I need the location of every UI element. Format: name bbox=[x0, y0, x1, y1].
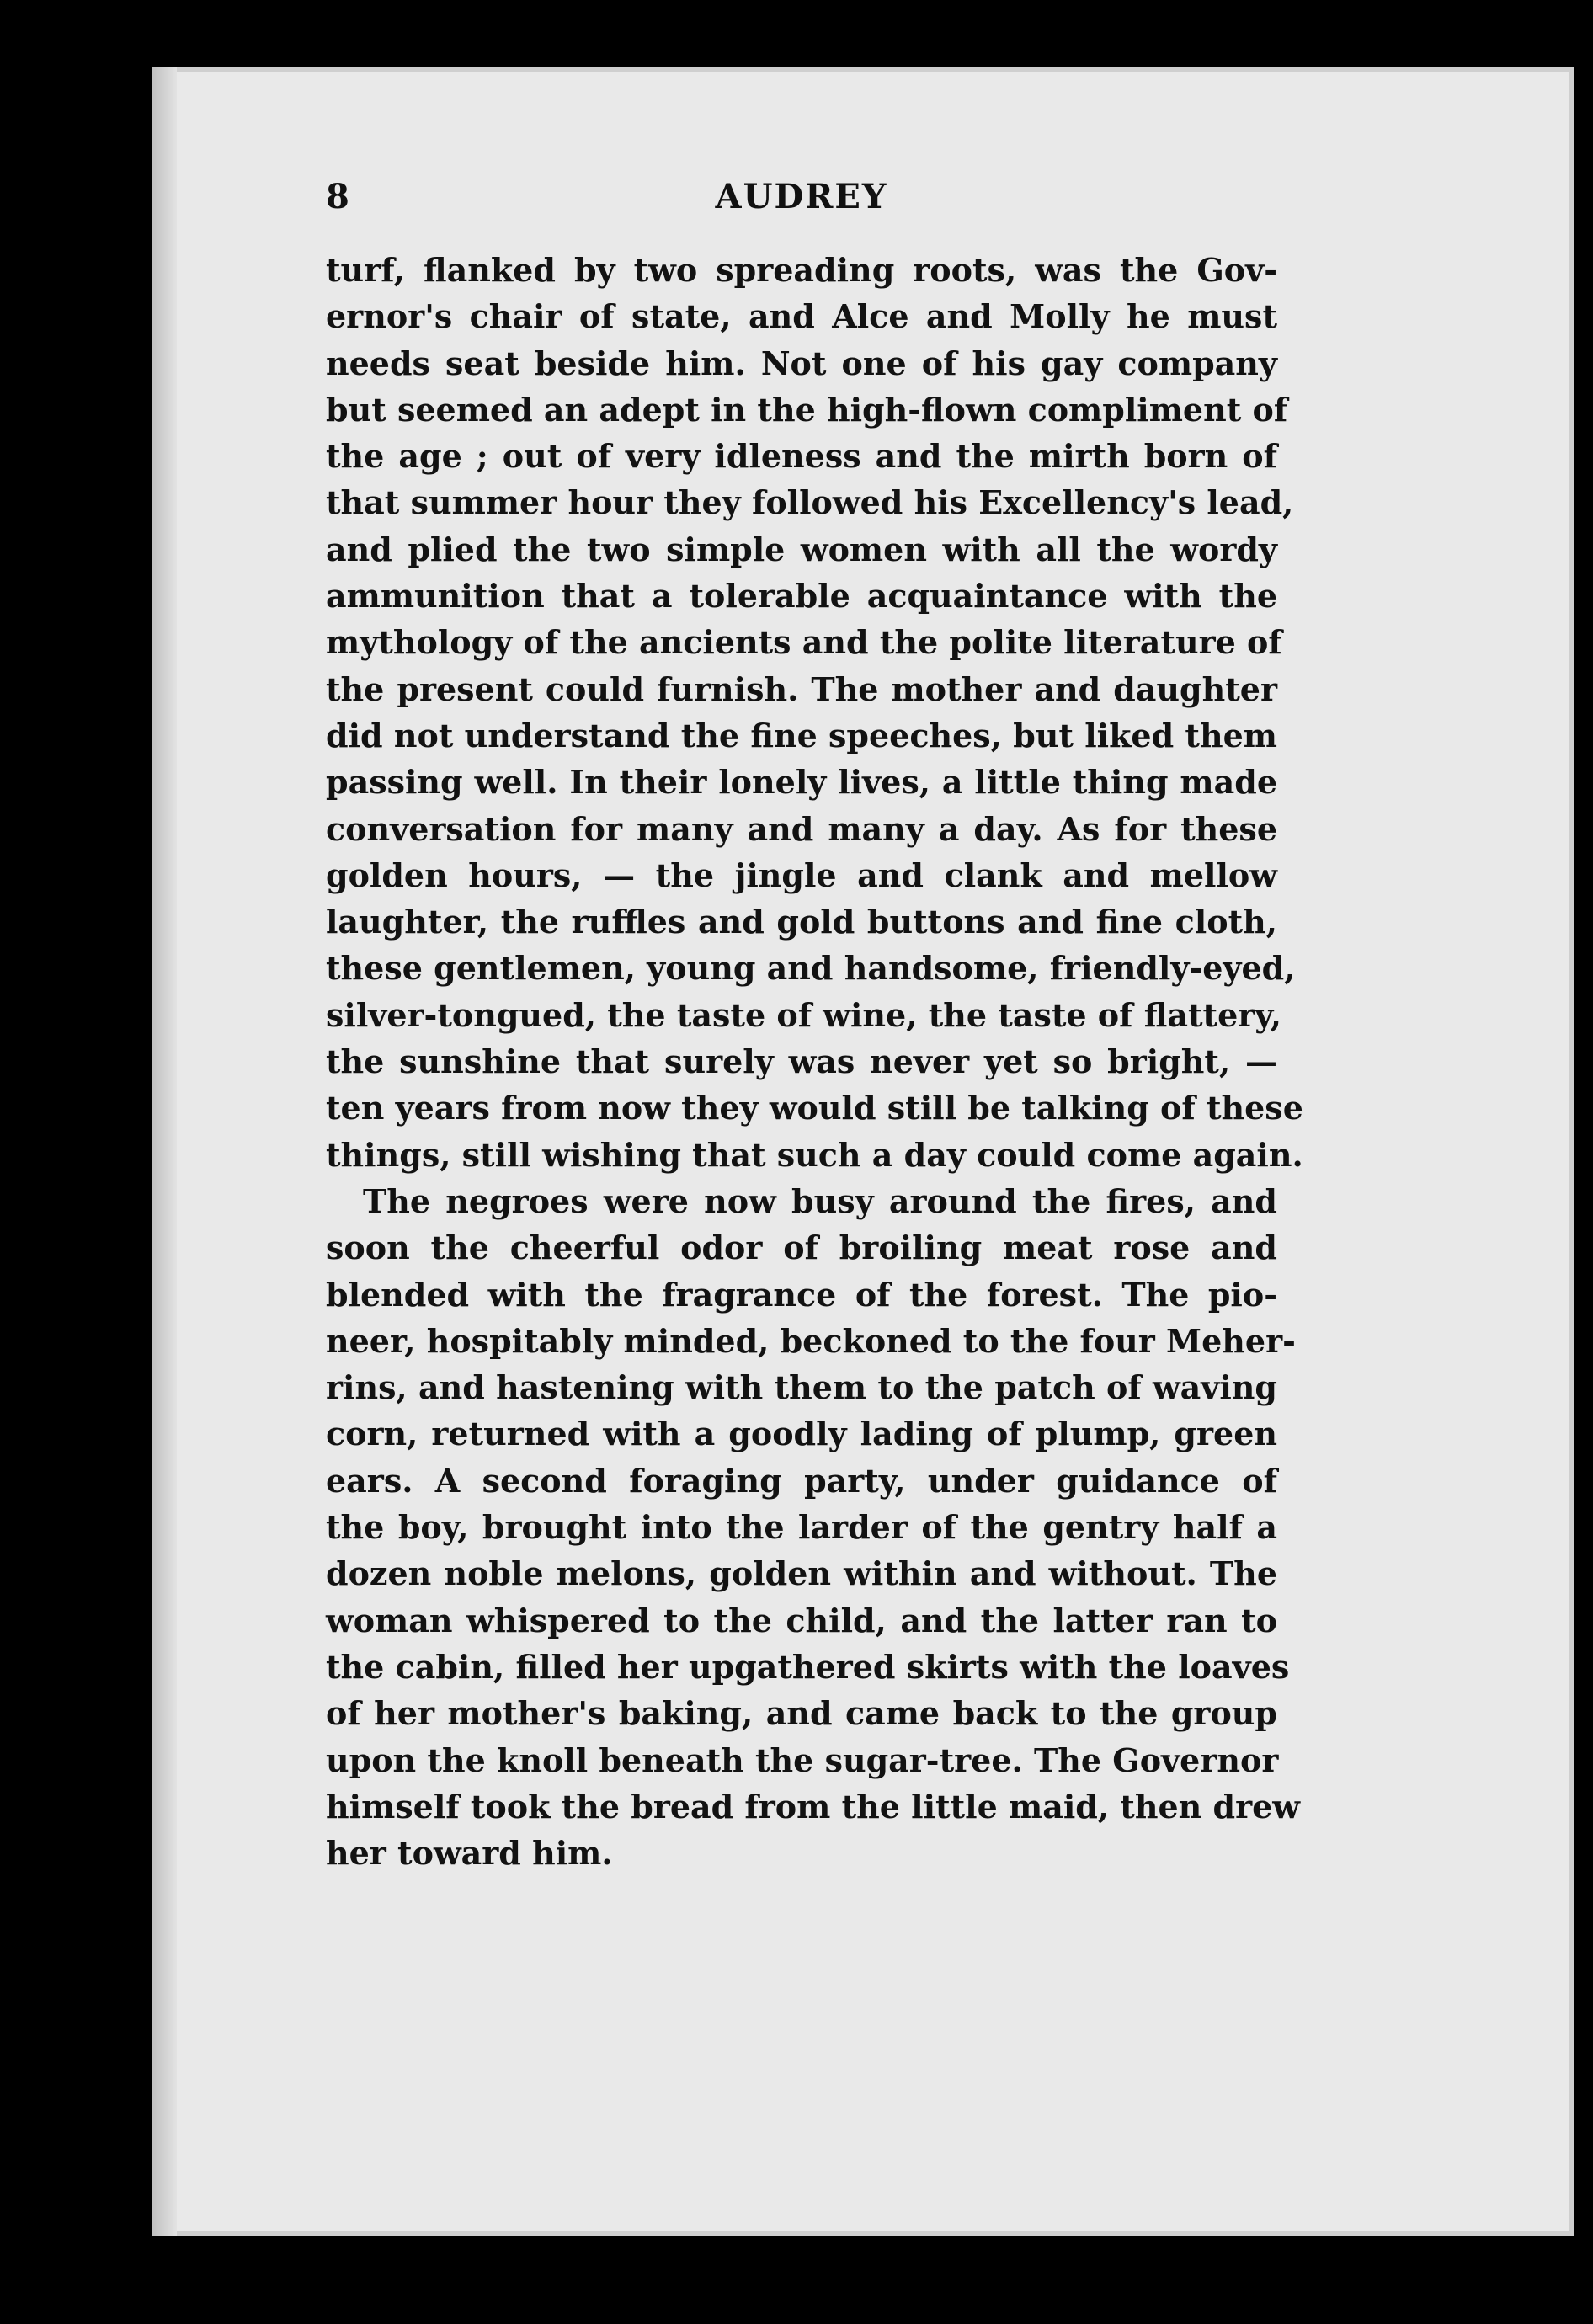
paragraph bbox=[326, 1178, 1300, 1876]
text-line: dozen noble melons, golden within and without. The bbox=[326, 1554, 1277, 1593]
text-line: turf, flanked by two spreading roots, was the Gov- bbox=[326, 251, 1277, 289]
text-line: these gentlemen, young and handsome, friendly-eyed, bbox=[326, 949, 1296, 988]
text-line: passing well. In their lonely lives, a little thing made bbox=[326, 763, 1277, 802]
text-line: the boy, brought into the larder of the gentry half a bbox=[326, 1508, 1277, 1547]
text-line: ernor's chair of state, and Alce and Molly he must bbox=[326, 297, 1277, 336]
text-line: the present could furnish. The mother and daughter bbox=[326, 669, 1277, 708]
text-line: needs seat beside him. Not one of his gay company bbox=[326, 344, 1277, 382]
text-line: mythology of the ancients and the polite literature of bbox=[326, 623, 1282, 662]
text-line: the sunshine that surely was never yet so bright, — bbox=[326, 1042, 1277, 1081]
text-line: ammunition that a tolerable acquaintance with the bbox=[326, 577, 1277, 616]
text-line: of her mother's baking, and came back to the group bbox=[326, 1694, 1277, 1733]
text-line: ears. A second foraging party, under guidance of bbox=[326, 1461, 1277, 1500]
paragraph bbox=[326, 247, 1303, 1178]
text-line: the cabin, filled her upgathered skirts with the loaves bbox=[326, 1647, 1290, 1686]
text-line: silver-tongued, the taste of wine, the taste of flattery, bbox=[326, 995, 1281, 1034]
text-line: The negroes were now busy around the fires, and bbox=[363, 1181, 1277, 1220]
body-text bbox=[326, 247, 1303, 1876]
text-line: ten years from now they would still be talking of these bbox=[326, 1089, 1303, 1127]
text-line: golden hours, — the jingle and clank and mellow bbox=[326, 856, 1277, 894]
text-line: blended with the fragrance of the forest. The pio- bbox=[326, 1275, 1277, 1314]
text-line: neer, hospitably minded, beckoned to the four Meher- bbox=[326, 1321, 1296, 1360]
text-line: laughter, the ruffles and gold buttons and fine cloth, bbox=[326, 903, 1277, 941]
text-line: soon the cheerful odor of broiling meat rose and bbox=[326, 1229, 1277, 1267]
text-line: that summer hour they followed his Excellency's lead, bbox=[326, 483, 1294, 522]
running-head bbox=[326, 177, 1277, 227]
text-line: things, still wishing that such a day could come again. bbox=[326, 1135, 1303, 1174]
text-line: conversation for many and many a day. As for these bbox=[326, 809, 1277, 848]
text-line: but seemed an adept in the high-flown compliment of bbox=[326, 390, 1288, 429]
text-line: woman whispered to the child, and the latter ran to bbox=[326, 1601, 1277, 1639]
running-title: AUDREY bbox=[715, 177, 888, 216]
text-line: her toward him. bbox=[326, 1834, 613, 1873]
page-number: 8 bbox=[326, 177, 349, 216]
text-line: did not understand the fine speeches, but liked them bbox=[326, 716, 1277, 754]
text-line: upon the knoll beneath the sugar-tree. The Governor bbox=[326, 1740, 1279, 1779]
text-line: corn, returned with a goodly lading of plump, green bbox=[326, 1415, 1277, 1453]
text-line: rins, and hastening with them to the patch of waving bbox=[326, 1368, 1277, 1407]
text-line: and plied the two simple women with all the wordy bbox=[326, 530, 1277, 568]
text-line: himself took the bread from the little maid, then drew bbox=[326, 1787, 1300, 1826]
text-line: the age ; out of very idleness and the mirth born of bbox=[326, 437, 1277, 476]
page-binding-edge bbox=[152, 67, 177, 2236]
